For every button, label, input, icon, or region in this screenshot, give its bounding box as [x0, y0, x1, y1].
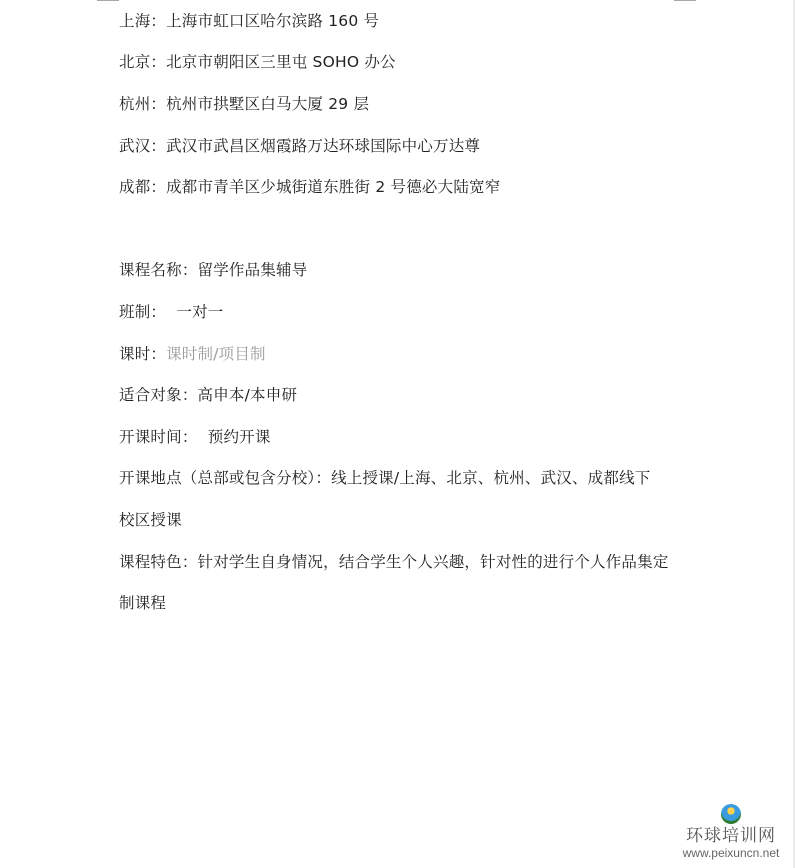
address-label: 上海 — [119, 12, 151, 30]
address-separator: ： — [150, 137, 167, 155]
address-label: 武汉 — [119, 137, 151, 155]
course-hours-line — [119, 344, 266, 364]
address-label: 成都 — [119, 178, 151, 196]
start-time-line — [119, 427, 271, 447]
address-value: 成都市青羊区少城街道东胜街 2 号德必大陆宽窄 — [166, 178, 501, 196]
field-value: 一对一 — [176, 303, 224, 321]
address-separator: ： — [150, 95, 167, 113]
features-line-continued — [119, 593, 166, 613]
watermark-title: 环球培训网 — [686, 826, 776, 846]
field-value: 课时制/项目制 — [166, 345, 266, 363]
globe-logo-icon — [721, 804, 741, 824]
field-separator: ： — [150, 345, 167, 363]
address-value: 上海市虹口区哈尔滨路 160 号 — [166, 12, 380, 30]
address-label: 北京 — [119, 53, 151, 71]
field-value: 留学作品集辅导 — [197, 261, 308, 279]
site-watermark — [676, 804, 786, 860]
field-separator: ： — [181, 428, 208, 446]
course-name-line — [119, 260, 307, 280]
address-shanghai — [119, 11, 379, 31]
field-label: 班制 — [119, 303, 151, 321]
class-type-line — [119, 302, 223, 322]
field-separator: ： — [150, 303, 177, 321]
field-separator: ： — [181, 386, 198, 404]
field-value: 预约开课 — [207, 428, 271, 446]
address-label: 杭州 — [119, 95, 151, 113]
address-separator: ： — [150, 12, 167, 30]
address-chengdu — [119, 177, 500, 197]
address-value: 杭州市拱墅区白马大厦 29 层 — [166, 95, 370, 113]
address-value: 武汉市武昌区烟霞路万达环球国际中心万达尊 — [166, 137, 481, 155]
field-value: 线上授课/上海、北京、杭州、武汉、成都线下 — [331, 469, 651, 487]
field-value: 高申本/本申研 — [197, 386, 298, 404]
page-crop-mark-right — [674, 0, 696, 1]
watermark-url: www.peixuncn.net — [682, 846, 780, 860]
field-label: 开课地点（总部或包含分校） — [119, 469, 316, 487]
field-value: 制课程 — [119, 594, 167, 612]
address-beijing — [119, 52, 396, 72]
field-value: 针对学生自身情况，结合学生个人兴趣，针对性的进行个人作品集定 — [197, 553, 669, 571]
address-separator: ： — [150, 53, 167, 71]
field-label: 适合对象 — [119, 386, 182, 404]
field-separator: ： — [315, 469, 332, 487]
field-label: 开课时间 — [119, 428, 182, 446]
field-separator: ： — [181, 553, 198, 571]
page-crop-mark-left — [97, 0, 119, 1]
address-wuhan — [119, 136, 480, 156]
field-value: 校区授课 — [119, 511, 182, 529]
field-separator: ： — [181, 261, 198, 279]
audience-line — [119, 385, 297, 405]
address-hangzhou — [119, 94, 369, 114]
field-label: 课程特色 — [119, 553, 182, 571]
features-line — [119, 552, 669, 572]
field-label: 课时 — [119, 345, 151, 363]
field-label: 课程名称 — [119, 261, 182, 279]
location-line-continued — [119, 510, 182, 530]
address-separator: ： — [150, 178, 167, 196]
address-value: 北京市朝阳区三里屯 SOHO 办公 — [166, 53, 396, 71]
location-line — [119, 468, 651, 488]
